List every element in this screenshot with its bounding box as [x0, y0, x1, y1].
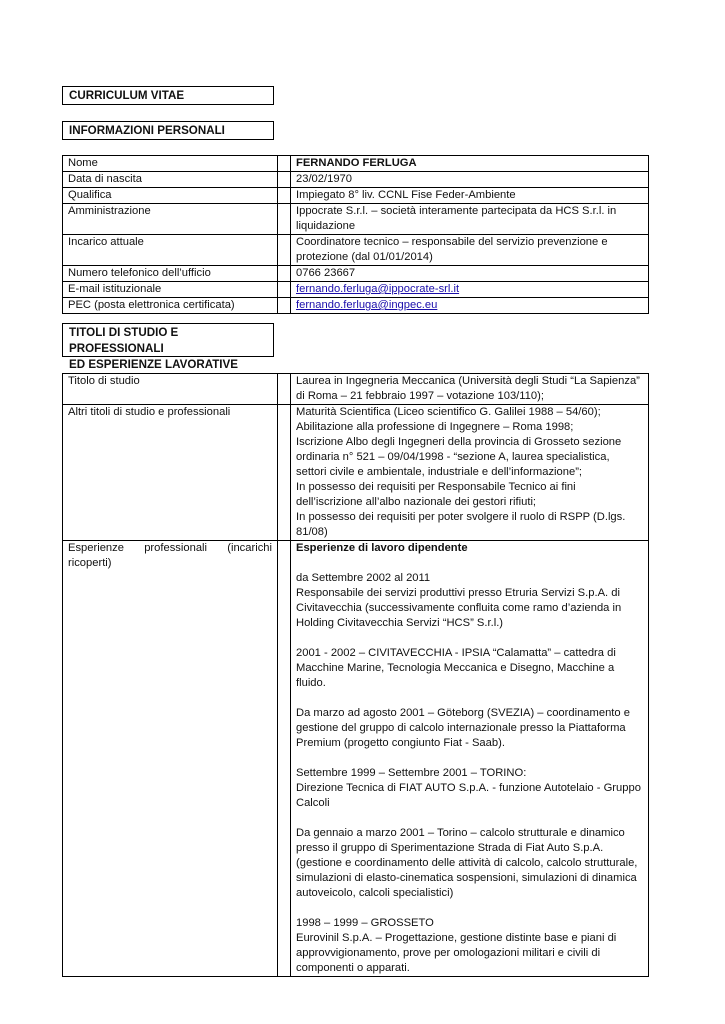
table-row [63, 188, 649, 204]
titles-heading [62, 323, 274, 371]
table-row [63, 405, 649, 541]
altri-titoli-value [291, 405, 649, 541]
birthdate-value: 23/02/1970 [291, 172, 649, 188]
titolo-label: Titolo di studio [63, 374, 278, 405]
personal-info-table [62, 155, 649, 314]
titles-heading-line2: ED ESPERIENZE LAVORATIVE [69, 358, 238, 371]
table-row [63, 204, 649, 235]
name-label: Nome [63, 156, 278, 172]
name-value: FERNANDO FERLUGA [291, 156, 649, 172]
qualifica-label: Qualifica [63, 188, 278, 204]
esperienze-value [291, 541, 649, 977]
email-link[interactable]: fernando.ferluga@ippocrate-srl.it [296, 283, 460, 295]
altri-titoli-label: Altri titoli di studio e professionali [63, 405, 278, 541]
amministrazione-label: Amministrazione [63, 204, 278, 235]
table-row [63, 282, 649, 298]
incarico-value: Coordinatore tecnico – responsabile del servizio prevenzione e protezione (dal 01/01/2014) [291, 235, 649, 266]
table-row [63, 235, 649, 266]
list-item: Iscrizione Albo degli Ingegneri della provincia di Grosseto sezione ordinaria n° 521 – 09/04/1998 - “sezione A, laurea specialistica, settori civile e ambientale, industriale e dell’informazione”; [296, 436, 622, 478]
list-item: In possesso dei requisiti per Responsabile Tecnico ai fini dell’iscrizione all’albo nazionale dei gestori rifiuti; [296, 481, 576, 508]
personal-info-heading: INFORMAZIONI PERSONALI [62, 121, 274, 140]
birthdate-label: Data di nascita [63, 172, 278, 188]
table-row [63, 172, 649, 188]
list-item: 2001 - 2002 – CIVITAVECCHIA - IPSIA “Calamatta” – cattedra di Macchine Marine, Tecnologia Meccanica e Disegno, Macchine a fluido. [296, 647, 616, 689]
list-item: Maturità Scientifica (Liceo scientifico G. Galilei 1988 – 54/60); [296, 406, 601, 418]
phone-value: 0766 23667 [291, 266, 649, 282]
table-row [63, 266, 649, 282]
list-item: 1998 – 1999 – GROSSETO Eurovinil S.p.A. – Progettazione, gestione distinte base e piani di approvvigionamento, prove per omologazioni militari e civili di componenti o apparati. [296, 917, 617, 974]
list-item: da Settembre 2002 al 2011 Responsabile dei servizi produttivi presso Etruria Servizi S.p.A. di Civitavecchia (successivamente confluita come ramo d’azienda in Holding Civitavecchia Servizi “HCS” S.r.l.) [296, 572, 622, 629]
list-item: Settembre 1999 – Settembre 2001 – TORINO: Direzione Tecnica di FIAT AUTO S.p.A. - funzione Autotelaio - Gruppo Calcoli [296, 767, 641, 809]
phone-label: Numero telefonico dell’ufficio [63, 266, 278, 282]
pec-label: PEC (posta elettronica certificata) [63, 298, 278, 314]
titolo-value: Laurea in Ingegneria Meccanica (Università degli Studi “La Sapienza” di Roma – 21 febbraio 1997 – votazione 103/110); [291, 374, 649, 405]
titles-heading-line1: TITOLI DI STUDIO E PROFESSIONALI [69, 326, 179, 355]
list-item: Da gennaio a marzo 2001 – Torino – calcolo strutturale e dinamico presso il gruppo di Sperimentazione Strada di Fiat Auto S.p.A. (gestione e coordinamento delle attività di calcolo, calcolo strutturale, simulazioni di elasto-cinematica sospensioni, simulazioni di dinamica autoveicolo, calcoli specialistici) [296, 827, 638, 899]
incarico-label: Incarico attuale [63, 235, 278, 266]
list-item: Abilitazione alla professione di Ingegnere – Roma 1998; [296, 421, 574, 433]
table-row [63, 156, 649, 172]
list-item: In possesso dei requisiti per poter svolgere il ruolo di RSPP (D.lgs. 81/08) [296, 511, 626, 538]
list-item: Da marzo ad agosto 2001 – Göteborg (SVEZIA) – coordinamento e gestione del gruppo di calcolo internazionale presso la Piattaforma Premium (progetto congiunto Fiat - Saab). [296, 707, 630, 749]
cv-heading: CURRICULUM VITAE [62, 86, 274, 105]
esperienze-title: Esperienze di lavoro dipendente [296, 542, 468, 554]
email-label: E-mail istituzionale [63, 282, 278, 298]
education-table [62, 373, 649, 977]
table-row [63, 374, 649, 405]
qualifica-value: Impiegato 8° liv. CCNL Fise Feder-Ambiente [291, 188, 649, 204]
table-row [63, 298, 649, 314]
pec-link[interactable]: fernando.ferluga@ingpec.eu [296, 299, 438, 311]
amministrazione-value: Ippocrate S.r.l. – società interamente partecipata da HCS S.r.l. in liquidazione [291, 204, 649, 235]
esperienze-label: Esperienze professionali (incarichi ricoperti) [63, 541, 278, 977]
table-row [63, 541, 649, 977]
